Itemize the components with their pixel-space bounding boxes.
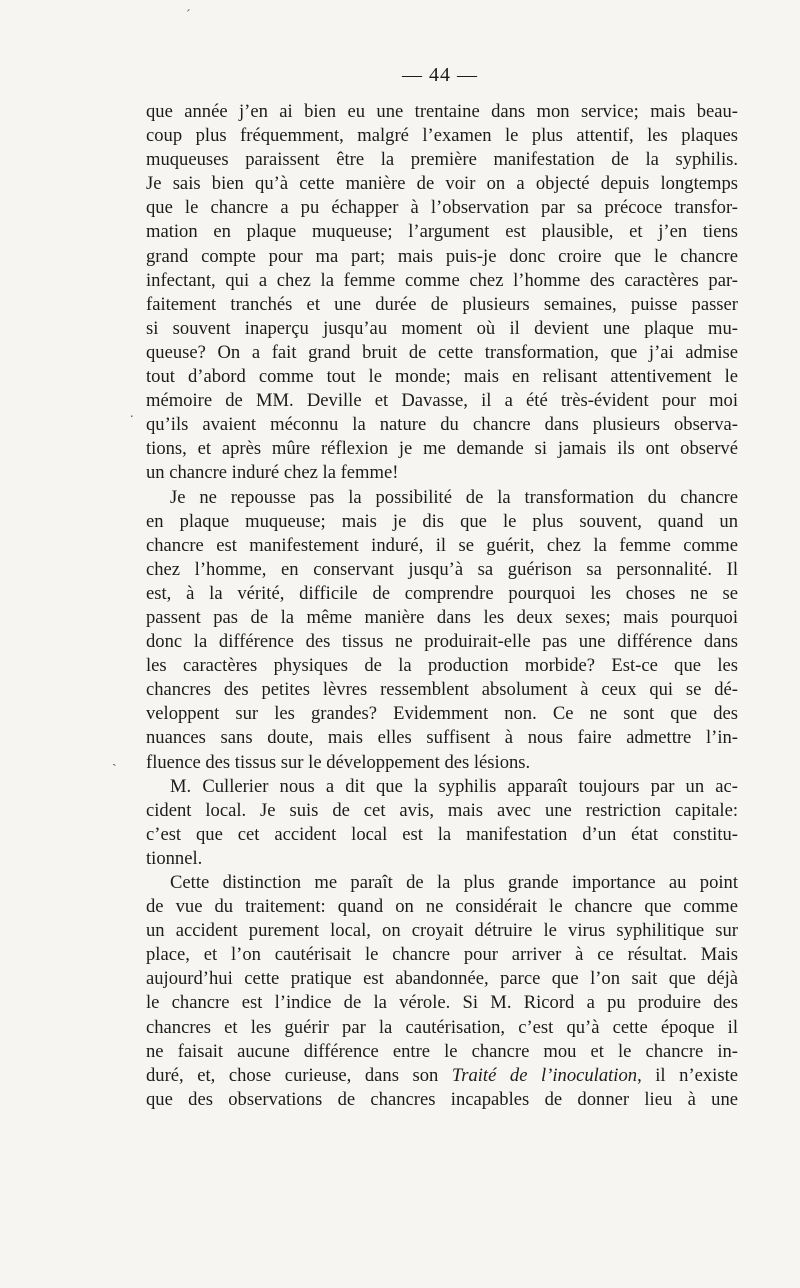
text-line: coup plus fréquemment, malgré l’examen le plus attentif, les plaques (146, 125, 738, 147)
text-line: mémoire de MM. Deville et Davasse, il a été très-évident pour moi (146, 390, 738, 412)
text-line: Je ne repousse pas la possibilité de la transformation du chancre (170, 486, 738, 508)
text-line: infectant, qui a chez la femme comme chez l’homme des caractères par- (146, 269, 738, 291)
text-segment: duré, et, chose curieuse, dans son (146, 1064, 439, 1086)
text-line: Cette distinction me paraît de la plus grande importance au point (170, 872, 738, 893)
text-line: chez l’homme, en conservant jusqu’à sa guérison sa personnalité. Il (146, 558, 738, 580)
text-line: qu’ils avaient méconnu la nature du chancre dans plusieurs observa- (146, 414, 738, 436)
text-line-with-title (146, 1064, 738, 1088)
text-line: le chancre est l’indice de la vérole. Si M. Ricord a pu produire des (146, 992, 738, 1014)
paragraph-2 (146, 486, 738, 775)
text-line: un accident purement local, on croyait détruire le virus syphilitique sur (146, 920, 738, 942)
text-line: grand compte pour ma part; mais puis-je donc croire que le chancre (146, 245, 738, 267)
text-line: les caractères physiques de la production morbide? Est-ce que les (146, 655, 738, 677)
text-line: queuse? On a fait grand bruit de cette transformation, que j’ai admise (146, 341, 738, 363)
scan-speck: . (130, 406, 134, 421)
text-line: veloppent sur les grandes? Evidemment non. Ce ne sont que des (146, 703, 738, 725)
text-line: chancre est manifestement induré, il se guérit, chez la femme comme (146, 534, 738, 556)
text-line: ne faisait aucune différence entre le chancre mou et le chancre in- (146, 1040, 738, 1062)
text-line: muqueuses paraissent être la première manifestation de la syphilis. (146, 149, 738, 171)
text-line: est, à la vérité, difficile de comprendre pourquoi les choses ne se (146, 582, 738, 604)
text-segment: , il n’existe (637, 1064, 739, 1086)
text-line: nuances sans doute, mais elles suffisent à nous faire admettre l’in- (146, 727, 738, 749)
text-line: tionnel. (146, 847, 203, 869)
text-line: passent pas de la même manière dans les deux sexes; mais pourquoi (146, 606, 738, 628)
text-line: que le chancre a pu échapper à l’observation par sa précoce transfor- (146, 197, 738, 219)
text-line: de vue du traitement: quand on ne considérait le chancre que comme (146, 896, 738, 918)
text-line: cident local. Je suis de cet avis, mais avec une restriction capitale: (146, 799, 738, 821)
text-line: en plaque muqueuse; mais je dis que le plus souvent, quand un (146, 510, 738, 532)
text-line: mation en plaque muqueuse; l’argument est plausible, et j’en tiens (146, 221, 738, 243)
paragraph-1 (146, 100, 738, 486)
text-line: donc la différence des tissus ne produirait-elle pas une différence dans (146, 631, 738, 653)
text-line: Je sais bien qu’à cette manière de voir on a objecté depuis longtemps (146, 173, 738, 195)
body-text (146, 100, 738, 1112)
scan-speck: ´ (186, 8, 191, 23)
book-title: Traité de l’inoculation (451, 1064, 638, 1086)
text-line: faitement tranchés et une durée de plusieurs semaines, puisse passer (146, 293, 738, 315)
text-line: tout d’abord comme tout le monde; mais en relisant attentivement le (146, 366, 738, 388)
text-line: c’est que cet accident local est la manifestation d’un état constitu- (146, 823, 738, 845)
text-line: place, et l’on cautérisait le chancre pour arriver à ce résultat. Mais (146, 944, 738, 966)
page-number: — 44 — (402, 64, 478, 86)
text-line: un chancre induré chez la femme! (146, 462, 399, 484)
text-line: que année j’en ai bien eu une trentaine dans mon service; mais beau- (146, 101, 738, 122)
text-line: tions, et après mûre réflexion je me demande si jamais ils ont observé (146, 438, 738, 460)
text-line: fluence des tissus sur le développement des lésions. (146, 751, 531, 773)
text-line: aujourd’hui cette pratique est abandonnée, parce que l’on sait que déjà (146, 968, 738, 990)
text-line: M. Cullerier nous a dit que la syphilis apparaît toujours par un ac- (170, 775, 738, 797)
text-line: que des observations de chancres incapables de donner lieu à une (146, 1088, 738, 1110)
scan-speck: ˏ (112, 752, 117, 767)
text-line: chancres et les guérir par la cautérisation, c’est qu’à cette époque il (146, 1016, 738, 1038)
paragraph-4 (146, 871, 738, 1112)
paragraph-3 (146, 775, 738, 871)
text-line: chancres des petites lèvres ressemblent absolument à ceux qui se dé- (146, 679, 738, 701)
text-line: si souvent inaperçu jusqu’au moment où il devient une plaque mu- (146, 317, 738, 339)
